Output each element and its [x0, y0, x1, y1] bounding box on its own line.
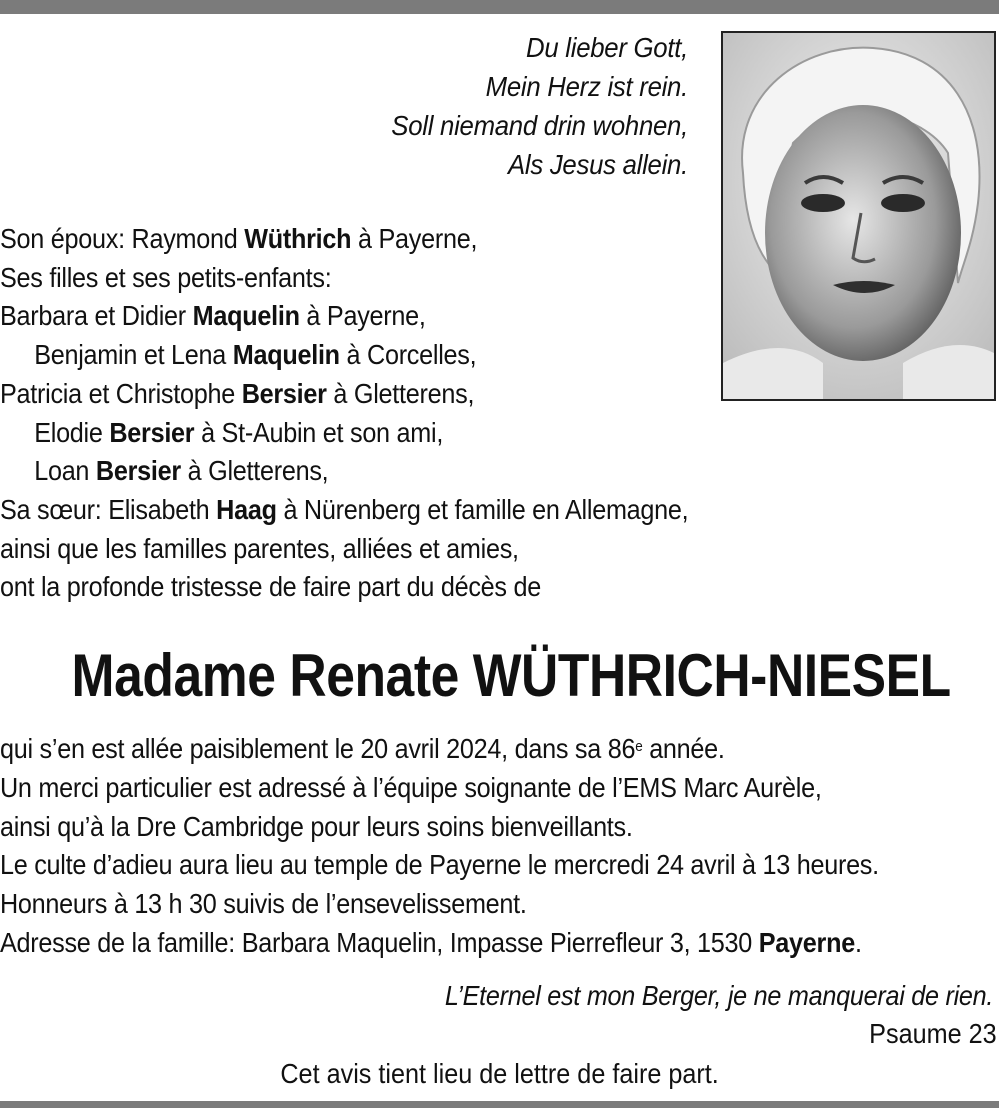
bottom-rule: [0, 1101, 999, 1108]
poem-line: Als Jesus allein.: [507, 149, 688, 180]
bible-verse: L’Eternel est mon Berger, je ne manquerai de rien.: [444, 980, 993, 1011]
top-rule: [0, 0, 999, 14]
poem-line: Du lieber Gott,: [526, 32, 688, 63]
poem-line: Mein Herz ist rein.: [485, 71, 688, 102]
body-line: Un merci particulier est adressé à l’équipe soignante de l’EMS Marc Aurèle,: [0, 771, 822, 803]
poem: [210, 28, 688, 184]
notice-body: [0, 730, 999, 963]
family-line: Loan Bersier à Gletterens,: [34, 455, 329, 487]
deceased-name: Madame Renate WÜTHRICH-NIESEL: [71, 642, 951, 709]
family-list: [0, 220, 774, 607]
family-line: Elodie Bersier à St-Aubin et son ami,: [34, 416, 444, 448]
family-line: Patricia et Christophe Bersier à Gletterens,: [0, 377, 475, 409]
family-line: Son époux: Raymond Wüthrich à Payerne,: [0, 223, 478, 254]
closing-note: Cet avis tient lieu de lettre de faire part.: [280, 1058, 719, 1089]
family-line: Ses filles et ses petits-enfants:: [0, 261, 332, 293]
poem-line: Soll niemand drin wohnen,: [391, 110, 688, 141]
family-line: Barbara et Didier Maquelin à Payerne,: [0, 300, 426, 332]
body-line: ainsi qu’à la Dre Cambridge pour leurs soins bienveillants.: [0, 810, 633, 842]
family-line: ainsi que les familles parentes, alliées et amies,: [0, 532, 519, 564]
body-line: Le culte d’adieu aura lieu au temple de Payerne le mercredi 24 avril à 13 heures.: [0, 849, 879, 881]
body-line: Adresse de la famille: Barbara Maquelin, Impasse Pierrefleur 3, 1530 Payerne.: [0, 926, 862, 958]
family-line: Benjamin et Lena Maquelin à Corcelles,: [34, 339, 477, 371]
family-line: ont la profonde tristesse de faire part du décès de: [0, 571, 541, 603]
body-line: Honneurs à 13 h 30 suivis de l’ensevelissement.: [0, 888, 527, 920]
body-line: qui s’en est allée paisiblement le 20 avril 2024, dans sa 86e année.: [0, 733, 725, 764]
psalm-reference: Psaume 23: [869, 1018, 997, 1049]
family-line: Sa sœur: Elisabeth Haag à Nürenberg et famille en Allemagne,: [0, 493, 689, 525]
